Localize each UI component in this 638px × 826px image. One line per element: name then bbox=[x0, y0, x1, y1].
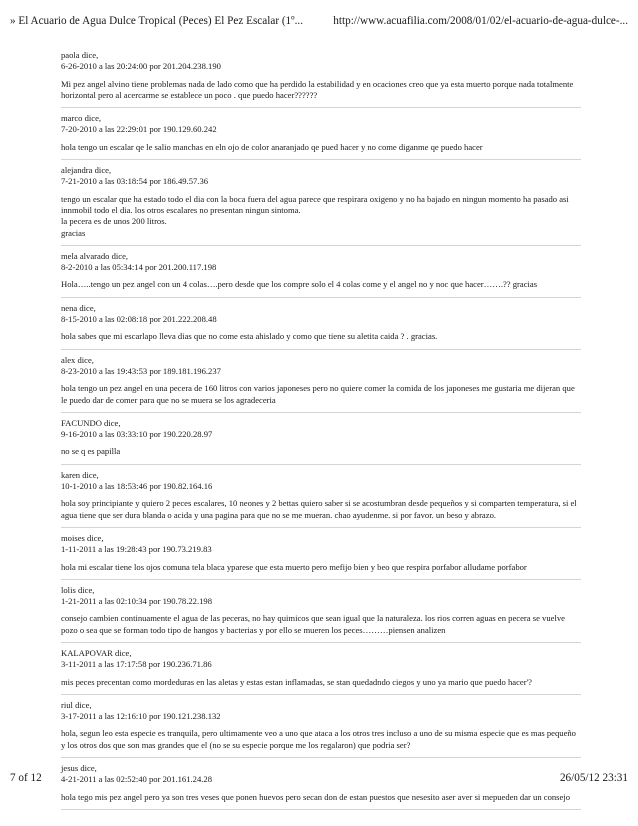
comment-text: hola tengo un pez angel en una pecera de 160 litros con varios japoneses pero no quiere comer la comida de los japoneses me gustaria me dijeran que le puedo dar de comer para que no se muera se los agradeceria bbox=[61, 383, 575, 405]
comment-item bbox=[61, 585, 581, 643]
comment-item bbox=[61, 355, 581, 413]
print-timestamp: 26/05/12 23:31 bbox=[559, 772, 628, 784]
comment-item bbox=[61, 165, 581, 246]
comment-datetime: 10-1-2010 a las 18:53:46 por 190.82.164.16 bbox=[61, 481, 213, 492]
comment-datetime: 6-26-2010 a las 20:24:00 por 201.204.238.190 bbox=[61, 61, 221, 72]
comment-author: alejandra dice, bbox=[61, 165, 112, 176]
comment-item bbox=[61, 113, 581, 160]
comment-body bbox=[61, 383, 581, 413]
comment-meta bbox=[61, 303, 581, 326]
page-title: » El Acuario de Agua Dulce Tropical (Peces) El Pez Escalar (1º... bbox=[10, 15, 304, 27]
comment-item bbox=[61, 251, 581, 298]
comment-body bbox=[61, 562, 581, 580]
comment-text: tengo un escalar que ha estado todo el dia con la boca fuera del agua parece que respirara oxigeno y no ha bajado en ningun momento ha pasado asi innmobil todo el dia. los otros escalares no presentan ningun sintoma. bbox=[61, 193, 569, 215]
comment-item bbox=[61, 50, 581, 108]
print-footer bbox=[10, 771, 628, 785]
comment-text: hola soy principiante y quiero 2 peces escalares, 10 neones y 2 bettas quiero saber si se acostumbran desde pequeños y si comparten temperatura, si el agua tiene que ser dura blanda o acida y una pagina para que no se me mueran. chao ayudenme. si por favor. un beso y abrazo. bbox=[61, 498, 577, 520]
comment-body bbox=[61, 79, 581, 109]
comment-author: alex dice, bbox=[61, 354, 94, 365]
comment-meta bbox=[61, 470, 581, 493]
comment-body bbox=[61, 142, 581, 160]
comment-author: moises dice, bbox=[61, 532, 104, 543]
comment-author: nena dice, bbox=[61, 302, 96, 313]
comment-item bbox=[61, 303, 581, 350]
comment-author: riul dice, bbox=[61, 699, 92, 710]
comment-item bbox=[61, 533, 581, 580]
comment-body bbox=[61, 446, 581, 464]
comment-datetime: 3-11-2011 a las 17:17:58 por 190.236.71.86 bbox=[61, 659, 212, 670]
comment-author: jesus dice, bbox=[61, 763, 97, 774]
comment-item bbox=[61, 418, 581, 465]
comment-datetime: 1-21-2011 a las 02:10:34 por 190.78.22.198 bbox=[61, 596, 213, 607]
comment-text: no se q es papilla bbox=[61, 446, 121, 457]
comment-author: mela alvarado dice, bbox=[61, 250, 129, 261]
comment-item bbox=[61, 648, 581, 695]
page-url: http://www.acuafilia.com/2008/01/02/el-acuario-de-agua-dulce-... bbox=[333, 15, 628, 27]
comment-text: mis peces precentan como mordeduras en las aletas y estas estan inflamadas, se stan quedadndo ciegos y uno ya mario que puedo hacer'? bbox=[61, 676, 532, 687]
comment-body bbox=[61, 279, 581, 297]
comment-meta bbox=[61, 50, 581, 73]
comment-author: lolis dice, bbox=[61, 584, 95, 595]
comment-text: gracias bbox=[61, 227, 86, 238]
comment-meta bbox=[61, 113, 581, 136]
page-number: 7 of 12 bbox=[10, 772, 42, 784]
comment-author: paola dice, bbox=[61, 50, 99, 60]
comment-item bbox=[61, 470, 581, 528]
comment-meta bbox=[61, 648, 581, 671]
comment-meta bbox=[61, 165, 581, 188]
comment-author: KALAPOVAR dice, bbox=[61, 647, 132, 658]
comment-text: la pecera es de unos 200 litros. bbox=[61, 216, 167, 227]
comment-datetime: 8-23-2010 a las 19:43:53 por 189.181.196.237 bbox=[61, 365, 221, 376]
comment-author: karen dice, bbox=[61, 469, 99, 480]
comment-meta bbox=[61, 585, 581, 608]
comment-body bbox=[61, 792, 581, 810]
comment-text: Hola…..tengo un pez angel con un 4 colas….pero desde que los compre solo el 4 colas come y el angel no y noc que hacer…….?? gracias bbox=[61, 279, 538, 290]
comment-datetime: 1-11-2011 a las 19:28:43 por 190.73.219.83 bbox=[61, 544, 212, 555]
print-header bbox=[10, 14, 628, 28]
comment-list bbox=[61, 50, 581, 815]
comment-body bbox=[61, 728, 581, 758]
comment-meta bbox=[61, 700, 581, 723]
comment-body bbox=[61, 677, 581, 695]
comment-datetime: 7-20-2010 a las 22:29:01 por 190.129.60.242 bbox=[61, 124, 217, 135]
comment-meta bbox=[61, 355, 581, 378]
comment-text: hola tego mis pez angel pero ya son tres veses que ponen huevos pero secan don de estan puestos que nesesito aser aver si mepueden dar un consejo bbox=[61, 791, 571, 802]
comment-item bbox=[61, 700, 581, 758]
comment-author: marco dice, bbox=[61, 113, 102, 124]
comment-body bbox=[61, 194, 581, 246]
comment-datetime: 8-2-2010 a las 05:34:14 por 201.200.117.198 bbox=[61, 262, 217, 273]
comment-datetime: 9-16-2010 a las 03:33:10 por 190.220.28.97 bbox=[61, 429, 213, 440]
comment-datetime: 8-15-2010 a las 02:08:18 por 201.222.208.48 bbox=[61, 314, 217, 325]
comment-text: consejo cambien continuamente el agua de las peceras, no hay quimicos que sean igual que la naturaleza. los rios corren aguas en pecera se vuelve pozo o sea que se forman todo tipo de hangos y bacterias y por ello se mueren los peces………piensen analizen bbox=[61, 613, 565, 635]
comment-meta bbox=[61, 418, 581, 441]
comment-body bbox=[61, 613, 581, 643]
comment-text: hola mi escalar tiene los ojos comuna tela blaca yparese que esta muerto pero mefijo bien y beo que respira porfabor alludame porfabor bbox=[61, 561, 527, 572]
comment-meta bbox=[61, 251, 581, 274]
comment-text: Mi pez angel alvino tiene problemas nada de lado como que ha perdido la estabilidad y en ocaciones creo que ya esta muerto porque nada totalmente horizontal pero al acercarme se establece un poco . que puedo hacer?????? bbox=[61, 78, 574, 100]
comment-text: hola tengo un escalar qe le salio manchas en eln ojo de color anaranjado qe pued hacer y no come diganme qe puedo hacer bbox=[61, 141, 483, 152]
comment-datetime: 4-21-2011 a las 02:52:40 por 201.161.24.28 bbox=[61, 774, 213, 785]
comment-body bbox=[61, 331, 581, 349]
comment-body bbox=[61, 498, 581, 528]
comment-text: hola sabes que mi escarlapo lleva dias que no come esta ahislado y como que tiene su aletita caida ? . gracias. bbox=[61, 331, 438, 342]
comment-datetime: 3-17-2011 a las 12:16:10 por 190.121.238.132 bbox=[61, 711, 221, 722]
comment-author: FACUNDO dice, bbox=[61, 417, 121, 428]
comment-meta bbox=[61, 533, 581, 556]
comment-text: hola, segun leo esta especie es tranquila, pero ultimamente veo a uno que ataca a los otros tres incluso a uno de su misma especie que es mas pequeño y los otros dos que son mas grandes que el (no se su especie porque me los regalaron) que podria ser? bbox=[61, 728, 576, 750]
comment-datetime: 7-21-2010 a las 03:18:54 por 186.49.57.36 bbox=[61, 176, 209, 187]
